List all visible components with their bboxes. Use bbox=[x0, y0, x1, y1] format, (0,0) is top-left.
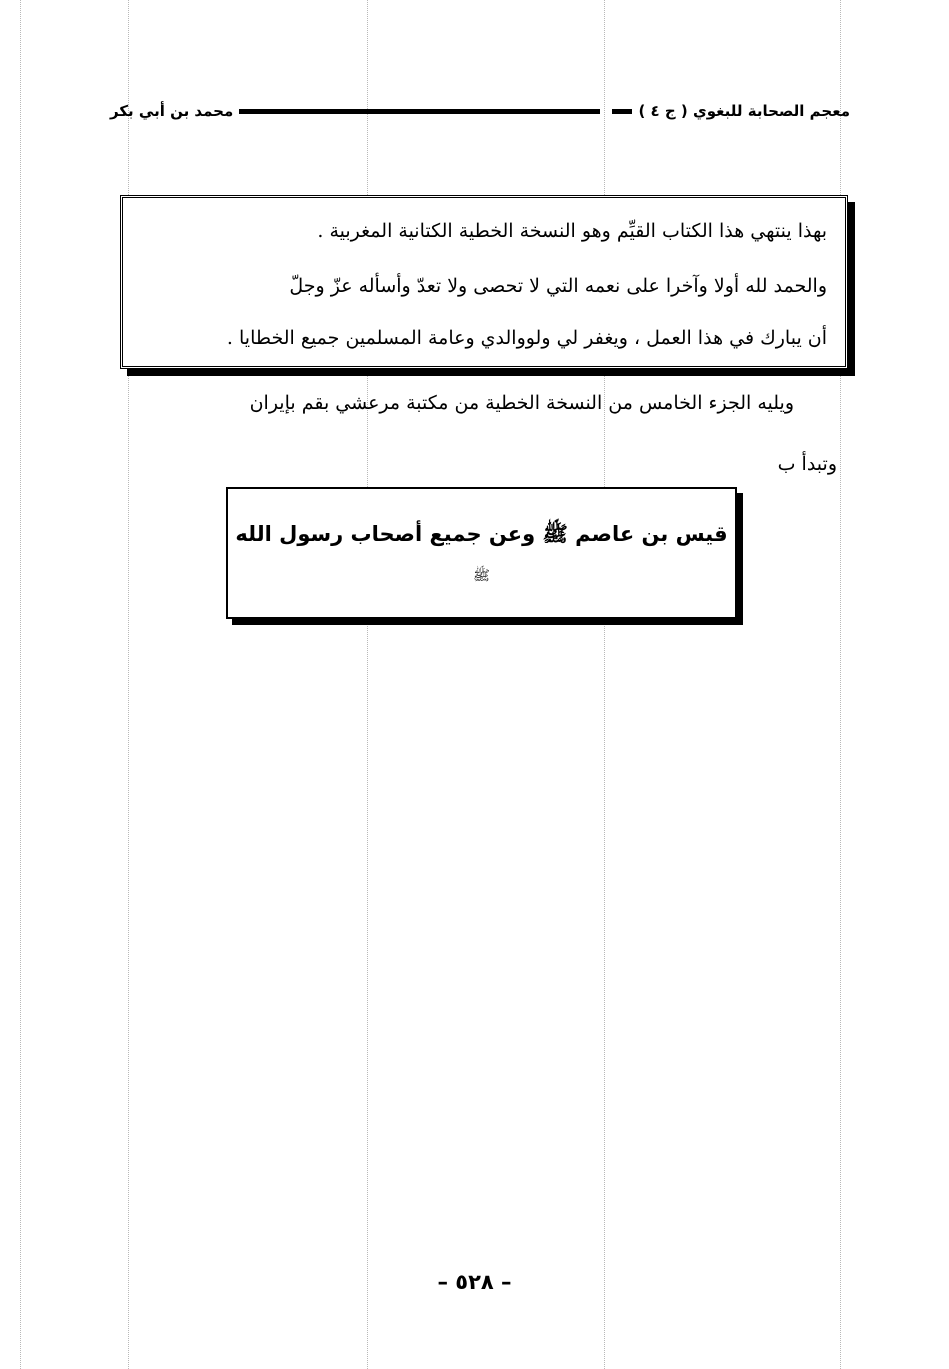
closing-line: أن يبارك في هذا العمل ، ويغفر لي ولووالدي وعامة المسلمين جميع الخطايا . bbox=[226, 327, 827, 349]
header-rule bbox=[612, 109, 632, 114]
closing-line: والحمد لله أولا وآخرا على نعمه التي لا تحصى ولا تعدّ وأسأله عزّ وجلّ bbox=[289, 275, 827, 297]
closing-line: بهذا ينتهي هذا الكتاب القيِّم وهو النسخة الخطية الكتانية المغربية . bbox=[317, 220, 827, 242]
header-rule bbox=[239, 109, 600, 114]
closing-box bbox=[120, 195, 848, 369]
header-author: محمد بن أبي بكر bbox=[110, 102, 234, 120]
section-title-box bbox=[226, 487, 737, 619]
page-number: – ٥٢٨ – bbox=[437, 1270, 512, 1294]
running-header bbox=[110, 96, 850, 126]
following-part-note: ويليه الجزء الخامس من النسخة الخطية من مكتبة مرعشي بقم بإيران bbox=[249, 392, 794, 414]
honorific-glyph: ﷺ bbox=[473, 568, 490, 584]
begins-with-note: وتبدأ ب bbox=[777, 453, 837, 475]
header-book-title: معجم الصحابة للبغوي ( ج ٤ ) bbox=[638, 102, 850, 120]
scan-guide-line bbox=[20, 0, 21, 1369]
section-title: قيس بن عاصم ﷺ وعن جميع أصحاب رسول الله bbox=[235, 522, 728, 546]
